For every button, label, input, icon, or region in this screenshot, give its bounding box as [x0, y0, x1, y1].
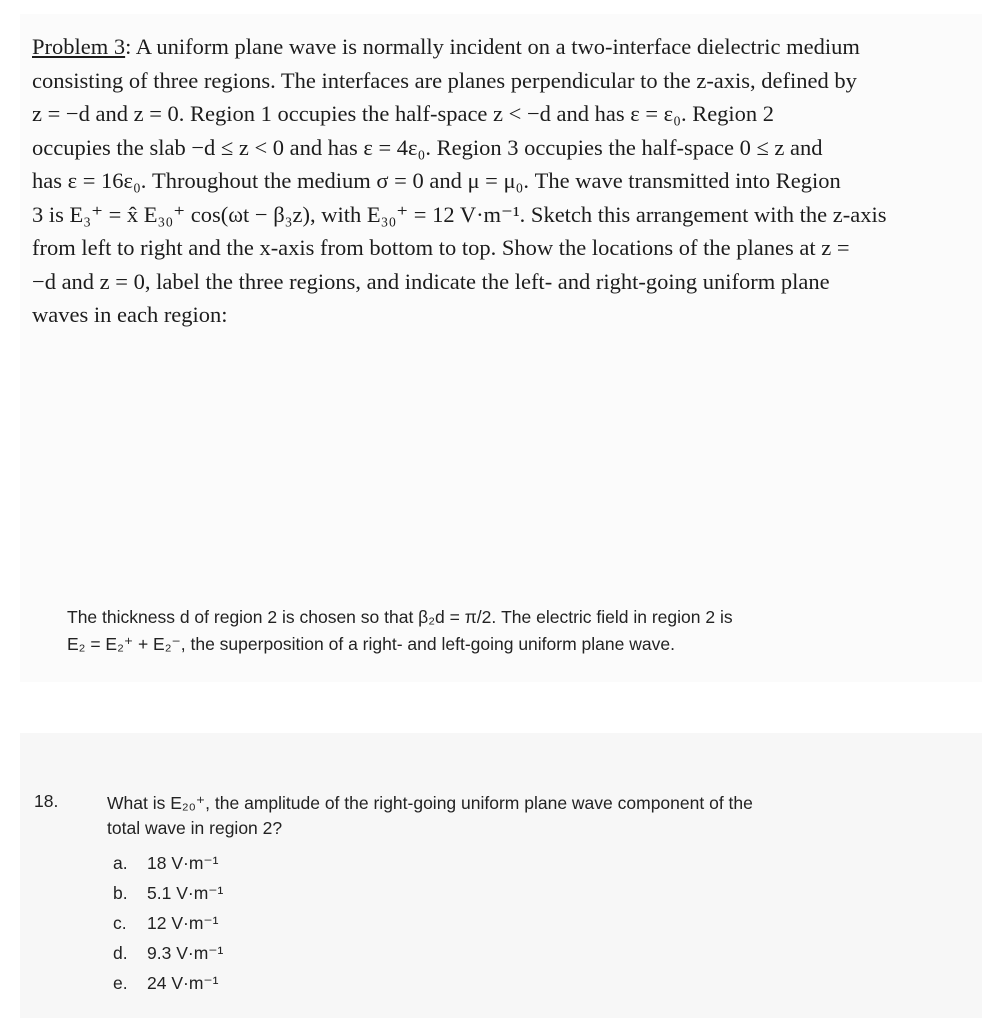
question-line-1: What is E₂₀⁺, the amplitude of the right-going uniform plane wave component of the [107, 793, 753, 813]
question-panel [20, 733, 982, 1018]
option-a[interactable] [113, 848, 223, 878]
thickness-line-2: E₂ = E₂⁺ + E₂⁻, the superposition of a right- and left-going uniform plane wave. [67, 634, 675, 654]
option-e[interactable] [113, 968, 223, 998]
problem-line-9: waves in each region: [32, 302, 228, 327]
problem-statement [32, 30, 962, 332]
answer-options [113, 848, 223, 998]
question-number: 18. [34, 791, 59, 811]
problem-line-5: has ε = 16ε₀. Throughout the medium σ = 0 and μ = μ₀. The wave transmitted into Region [32, 168, 841, 193]
problem-label: Problem 3 [32, 34, 126, 59]
option-b[interactable] [113, 878, 223, 908]
option-c[interactable] [113, 908, 223, 938]
option-letter: e. [113, 973, 128, 993]
problem-line-2: consisting of three regions. The interfaces are planes perpendicular to the z-axis, defined by [32, 67, 857, 93]
option-letter: b. [113, 883, 128, 903]
problem-line-1-text: : A uniform plane wave is normally incident on a two-interface dielectric medium [125, 34, 860, 59]
problem-line-1 [32, 30, 962, 64]
option-letter: c. [113, 913, 127, 933]
option-value: 5.1 V·m⁻¹ [147, 883, 224, 903]
problem-line-6: 3 is E₃⁺ = x̂ E₃₀⁺ cos(ωt − β₃z), with E₃₀⁺ = 12 V·m⁻¹. Sketch this arrangement with the z-axis [32, 201, 887, 227]
thickness-line-1: The thickness d of region 2 is chosen so that β₂d = π/2. The electric field in region 2 is [67, 607, 733, 627]
problem-line-3: z = −d and z = 0. Region 1 occupies the half-space z < −d and has ε = ε₀. Region 2 [32, 101, 775, 126]
problem-panel [20, 14, 982, 682]
option-value: 9.3 V·m⁻¹ [147, 943, 224, 963]
problem-line-8: −d and z = 0, label the three regions, and indicate the left- and right-going uniform plane [32, 268, 830, 294]
option-value: 24 V·m⁻¹ [147, 973, 219, 993]
option-letter: a. [113, 853, 128, 873]
question-line-2: total wave in region 2? [107, 818, 283, 838]
option-value: 18 V·m⁻¹ [147, 853, 219, 873]
problem-line-4: occupies the slab −d ≤ z < 0 and has ε = 4ε₀. Region 3 occupies the half-space 0 ≤ z and [32, 134, 823, 160]
thickness-note [67, 604, 947, 658]
option-letter: d. [113, 943, 128, 963]
problem-line-7: from left to right and the x-axis from bottom to top. Show the locations of the planes at z = [32, 235, 850, 260]
option-d[interactable] [113, 938, 223, 968]
question-text [107, 791, 957, 841]
option-value: 12 V·m⁻¹ [147, 913, 219, 933]
